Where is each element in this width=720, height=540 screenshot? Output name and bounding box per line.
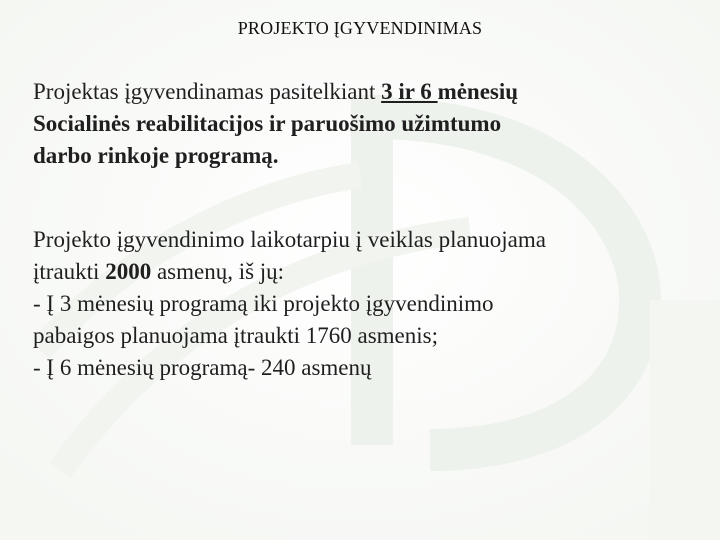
participants-line-2 [33,256,673,288]
participants-prefix: įtraukti [33,259,106,284]
intro-line-1 [33,76,673,108]
six-month-item: - Į 6 mėnesių programą- 240 asmenų [33,355,372,380]
program-name-line-3: darbo rinkoje programą. [33,143,279,168]
three-month-item: - Į 3 mėnesių programą iki projekto įgyvendinimo [33,291,494,316]
program-durations: 3 ir 6 [381,79,438,104]
page-title: PROJEKTO ĮGYVENDINIMAS [237,18,483,38]
intro-paragraph [33,76,673,172]
months-text: mėnesių [437,79,519,104]
participants-suffix: asmenų, iš jų: [151,259,285,284]
intro-text: Projektas įgyvendinamas pasitelkiant [33,79,382,104]
participants-line-1: Projekto įgyvendinimo laikotarpiu į veiklas planuojama [33,227,546,252]
participants-paragraph [33,224,673,384]
three-month-item-cont: pabaigos planuojama įtraukti 1760 asmenis; [33,323,438,348]
participants-total: 2000 [105,259,152,284]
program-name-line-2: Socialinės reabilitacijos ir paruošimo užimtumo [33,111,502,136]
